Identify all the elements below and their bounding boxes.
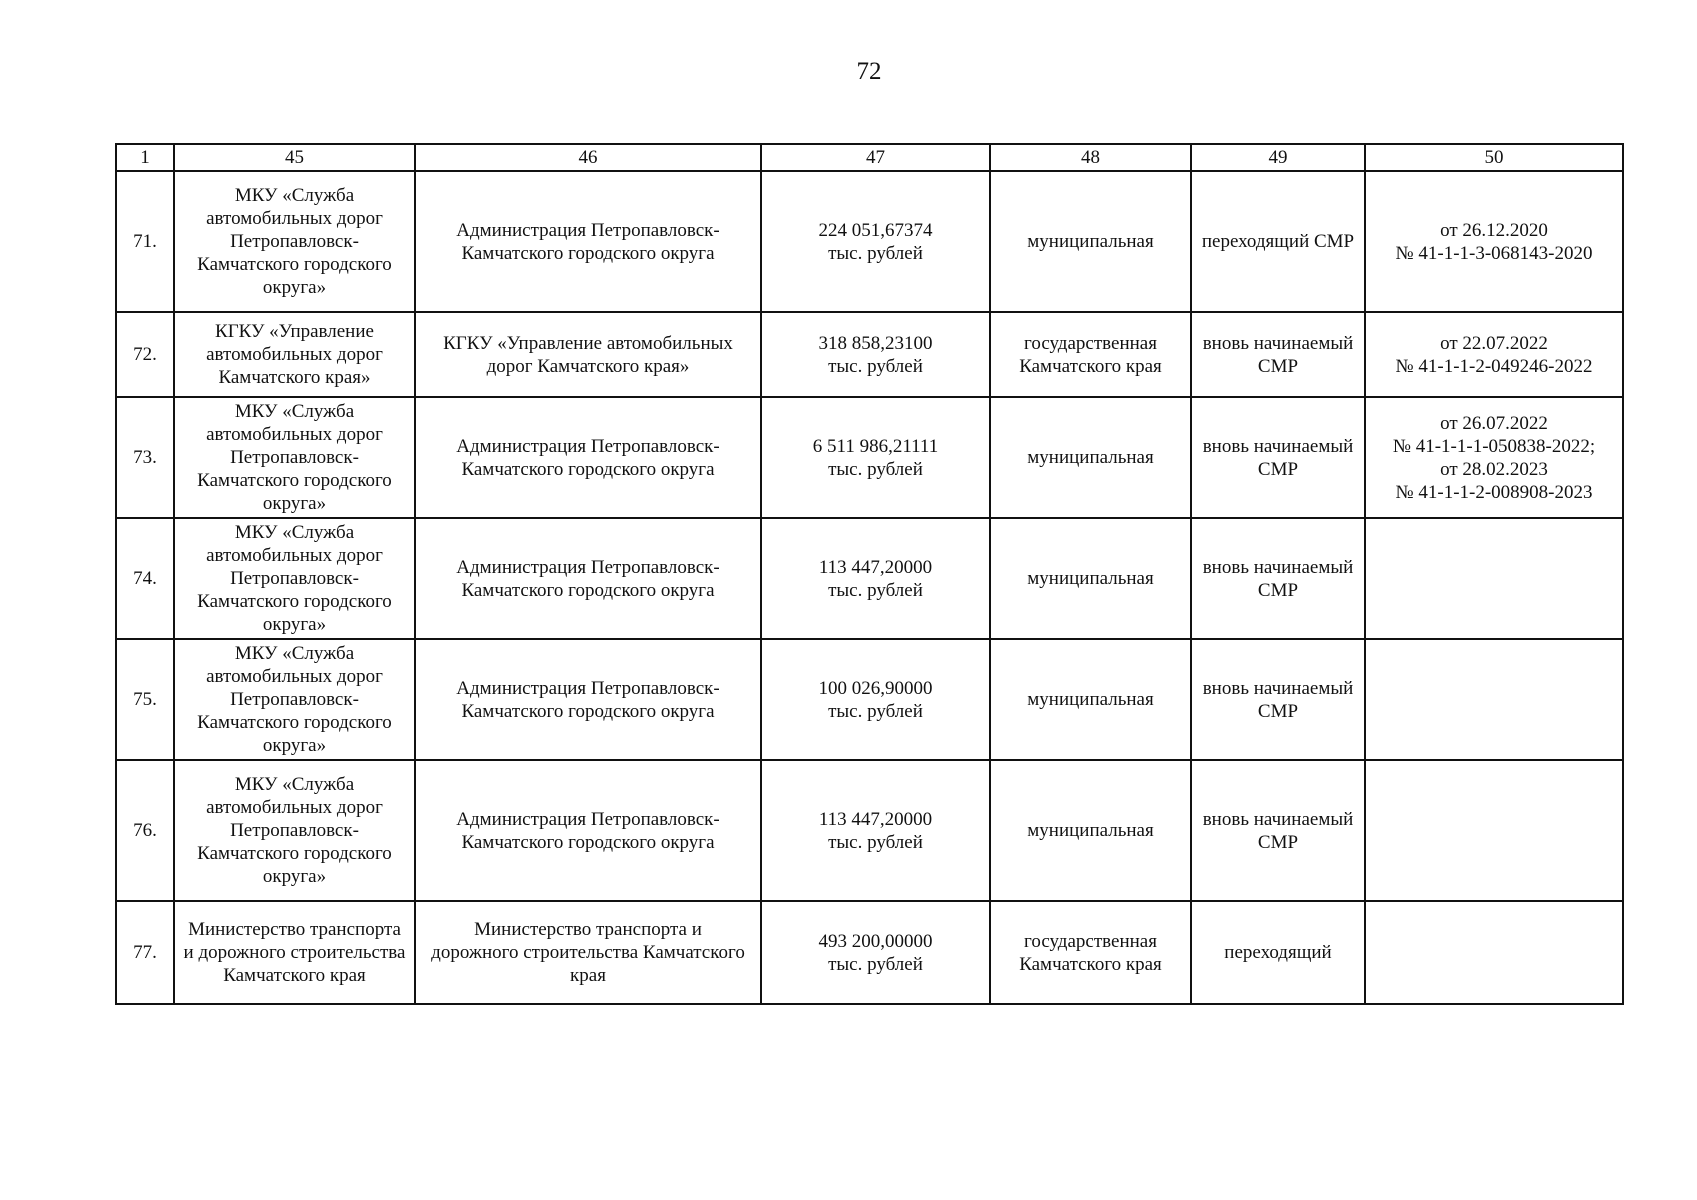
cell-text-line: муниципальная	[1027, 231, 1154, 252]
cell-text-line: Камчатского края	[1019, 355, 1162, 377]
cell-text-line: вновь начинаемый	[1202, 556, 1354, 578]
header-cell: 47	[761, 144, 990, 171]
customer-cell	[174, 171, 415, 312]
header-row	[116, 144, 1623, 171]
customer-cell	[174, 760, 415, 901]
row-number-cell: 76.	[116, 760, 174, 901]
cell-text-line: от 22.07.2022	[1440, 332, 1548, 354]
customer-cell	[174, 901, 415, 1004]
cell-text-line: края	[570, 965, 606, 986]
cost-cell	[761, 760, 990, 901]
cell-text-line: 224 051,67374	[818, 219, 933, 241]
owner-cell	[415, 518, 761, 639]
cell-text-line: Петропавловск-	[230, 820, 359, 841]
cell-text-line: СМР	[1257, 579, 1299, 601]
cell-text-line: Камчатского городского округа	[461, 831, 715, 853]
cell-text-line: 6 511 986,21111	[812, 435, 939, 457]
cell-text-line: КГКУ «Управление	[215, 321, 374, 342]
cell-text-line: Камчатского края	[1019, 953, 1162, 975]
cell-text-line: государственная	[1024, 930, 1157, 952]
stage-cell	[1191, 312, 1365, 397]
ownership-cell	[990, 171, 1191, 312]
expertise-cell	[1365, 171, 1623, 312]
owner-cell	[415, 171, 761, 312]
cost-cell	[761, 397, 990, 518]
cell-text-line: Камчатского городского	[197, 254, 392, 275]
cell-text-line: муниципальная	[1027, 689, 1154, 710]
cell-text-line: округа»	[262, 735, 327, 756]
stage-cell	[1191, 901, 1365, 1004]
cell-text-line: № 41-1-1-3-068143-2020	[1395, 242, 1593, 264]
ownership-cell	[990, 312, 1191, 397]
cell-text-line: муниципальная	[1027, 568, 1154, 589]
cell-text-line: от 26.07.2022	[1440, 412, 1548, 434]
expertise-cell	[1365, 901, 1623, 1004]
customer-cell	[174, 312, 415, 397]
cell-text-line: Камчатского городского	[197, 712, 392, 733]
expertise-cell	[1365, 639, 1623, 760]
cell-text-line: Петропавловск-	[230, 689, 359, 710]
cell-text-line: 100 026,90000	[818, 677, 933, 699]
cell-text-line: Камчатского городского округа	[461, 242, 715, 264]
table-row	[116, 397, 1623, 518]
cell-text-line: округа»	[262, 493, 327, 514]
cell-text-line: тыс. рублей	[828, 953, 923, 975]
table-row	[116, 312, 1623, 397]
ownership-cell	[990, 760, 1191, 901]
cost-cell	[761, 518, 990, 639]
customer-cell	[174, 518, 415, 639]
header-cell: 49	[1191, 144, 1365, 171]
cell-text-line: СМР	[1257, 458, 1299, 480]
table-row	[116, 171, 1623, 312]
cell-text-line: тыс. рублей	[828, 700, 923, 722]
cell-text-line: Администрация Петропавловск-	[456, 677, 720, 699]
expertise-cell	[1365, 397, 1623, 518]
stage-cell	[1191, 639, 1365, 760]
owner-cell	[415, 312, 761, 397]
cell-text-line: № 41-1-1-1-050838-2022;	[1392, 435, 1596, 457]
cell-text-line: Администрация Петропавловск-	[456, 556, 720, 578]
header-cell: 45	[174, 144, 415, 171]
cell-text-line: переходящий СМР	[1201, 231, 1355, 252]
cell-text-line: тыс. рублей	[828, 458, 923, 480]
cell-text-line: Администрация Петропавловск-	[456, 808, 720, 830]
cell-text-line: и дорожного строительства	[183, 942, 406, 963]
cell-text-line: вновь начинаемый	[1202, 677, 1354, 699]
owner-cell	[415, 901, 761, 1004]
cell-text-line: Администрация Петропавловск-	[456, 219, 720, 241]
cell-text-line: Администрация Петропавловск-	[456, 435, 720, 457]
cell-text-line: МКУ «Служба	[234, 643, 355, 664]
expertise-cell	[1365, 760, 1623, 901]
ownership-cell	[990, 639, 1191, 760]
cell-text-line: Камчатского городского	[197, 843, 392, 864]
cell-text-line: Министерство транспорта	[188, 919, 401, 940]
cell-text-line: № 41-1-1-2-008908-2023	[1395, 481, 1593, 503]
cell-text-line: 113 447,20000	[818, 808, 933, 830]
cell-text-line: тыс. рублей	[828, 242, 923, 264]
owner-cell	[415, 397, 761, 518]
cell-text-line: МКУ «Служба	[234, 401, 355, 422]
row-number-cell: 71.	[116, 171, 174, 312]
owner-cell	[415, 760, 761, 901]
cell-text-line: Камчатского городского	[197, 591, 392, 612]
cost-cell	[761, 312, 990, 397]
cell-text-line: переходящий	[1224, 942, 1332, 963]
cell-text-line: тыс. рублей	[828, 831, 923, 853]
cell-text-line: СМР	[1257, 831, 1299, 853]
table-row	[116, 639, 1623, 760]
table-row	[116, 518, 1623, 639]
cell-text-line: СМР	[1257, 355, 1299, 377]
row-number-cell: 77.	[116, 901, 174, 1004]
stage-cell	[1191, 397, 1365, 518]
cell-text-line: автомобильных дорог	[206, 424, 383, 445]
ownership-cell	[990, 397, 1191, 518]
cell-text-line: Министерство транспорта и	[474, 919, 702, 940]
header-cell: 50	[1365, 144, 1623, 171]
cell-text-line: дорожного строительства Камчатского	[431, 942, 745, 963]
cell-text-line: вновь начинаемый	[1202, 332, 1354, 354]
row-number-cell: 73.	[116, 397, 174, 518]
cell-text-line: автомобильных дорог	[206, 797, 383, 818]
cell-text-line: Петропавловск-	[230, 447, 359, 468]
cell-text-line: МКУ «Служба	[234, 185, 355, 206]
cell-text-line: автомобильных дорог	[206, 208, 383, 229]
cell-text-line: автомобильных дорог	[206, 666, 383, 687]
cell-text-line: тыс. рублей	[828, 355, 923, 377]
stage-cell	[1191, 760, 1365, 901]
row-number-cell: 75.	[116, 639, 174, 760]
customer-cell	[174, 639, 415, 760]
cell-text-line: вновь начинаемый	[1202, 808, 1354, 830]
cell-text-line: округа»	[262, 866, 327, 887]
cell-text-line: вновь начинаемый	[1202, 435, 1354, 457]
register-table	[115, 143, 1624, 1005]
cost-cell	[761, 639, 990, 760]
ownership-cell	[990, 518, 1191, 639]
cell-text-line: 493 200,00000	[818, 930, 933, 952]
cell-text-line: автомобильных дорог	[206, 344, 383, 365]
ownership-cell	[990, 901, 1191, 1004]
cell-text-line: Камчатского городского округа	[461, 700, 715, 722]
customer-cell	[174, 397, 415, 518]
cell-text-line: Камчатского городского	[197, 470, 392, 491]
cell-text-line: Камчатского края	[223, 965, 366, 986]
cell-text-line: Камчатского городского округа	[461, 458, 715, 480]
cell-text-line: Петропавловск-	[230, 568, 359, 589]
header-cell: 48	[990, 144, 1191, 171]
cost-cell	[761, 901, 990, 1004]
cell-text-line: МКУ «Служба	[234, 522, 355, 543]
stage-cell	[1191, 518, 1365, 639]
cell-text-line: 113 447,20000	[818, 556, 933, 578]
cell-text-line: от 28.02.2023	[1440, 458, 1548, 480]
cell-text-line: Камчатского городского округа	[461, 579, 715, 601]
header-cell: 1	[116, 144, 174, 171]
cell-text-line: от 26.12.2020	[1440, 219, 1548, 241]
cost-cell	[761, 171, 990, 312]
stage-cell	[1191, 171, 1365, 312]
cell-text-line: округа»	[262, 614, 327, 635]
owner-cell	[415, 639, 761, 760]
row-number-cell: 74.	[116, 518, 174, 639]
cell-text-line: округа»	[262, 277, 327, 298]
table-row	[116, 901, 1623, 1004]
cell-text-line: тыс. рублей	[828, 579, 923, 601]
page-number: 72	[856, 58, 882, 85]
cell-text-line: МКУ «Служба	[234, 774, 355, 795]
cell-text-line: 318 858,23100	[818, 332, 933, 354]
table-row	[116, 760, 1623, 901]
cell-text-line: КГКУ «Управление автомобильных	[443, 332, 733, 354]
cell-text-line: муниципальная	[1027, 820, 1154, 841]
cell-text-line: Камчатского края»	[218, 367, 371, 388]
cell-text-line: дорог Камчатского края»	[486, 355, 690, 377]
header-cell: 46	[415, 144, 761, 171]
expertise-cell	[1365, 518, 1623, 639]
cell-text-line: автомобильных дорог	[206, 545, 383, 566]
cell-text-line: муниципальная	[1027, 447, 1154, 468]
cell-text-line: государственная	[1024, 332, 1157, 354]
cell-text-line: № 41-1-1-2-049246-2022	[1395, 355, 1593, 377]
expertise-cell	[1365, 312, 1623, 397]
cell-text-line: Петропавловск-	[230, 231, 359, 252]
row-number-cell: 72.	[116, 312, 174, 397]
cell-text-line: СМР	[1257, 700, 1299, 722]
